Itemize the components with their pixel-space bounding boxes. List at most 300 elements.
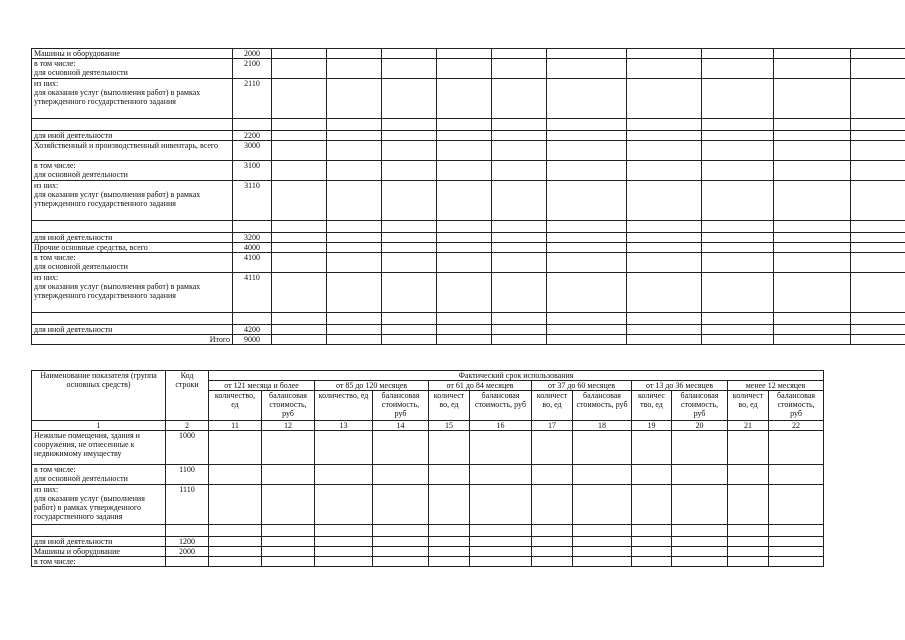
row-code: 2110 [233, 79, 272, 119]
value-cell [262, 525, 315, 537]
value-cell [327, 273, 382, 313]
value-cell [272, 119, 327, 131]
value-cell [373, 537, 429, 547]
value-cell [672, 547, 728, 557]
indicator-label: для иной деятельности [32, 233, 233, 243]
value-cell [492, 253, 547, 273]
value-cell [437, 131, 492, 141]
value-cell [672, 485, 728, 525]
value-cell [547, 335, 627, 345]
table-row [32, 465, 824, 485]
header-period: от 85 до 120 месяцев [315, 381, 429, 391]
indicator-label [32, 525, 166, 537]
value-cell [382, 325, 437, 335]
column-number: 17 [532, 421, 573, 431]
value-cell [262, 465, 315, 485]
value-cell [702, 243, 774, 253]
fixed-assets-usage-table [31, 370, 824, 567]
column-number: 19 [632, 421, 672, 431]
value-cell [209, 431, 262, 465]
value-cell [547, 273, 627, 313]
value-cell [774, 119, 851, 131]
value-cell [492, 313, 547, 325]
value-cell [632, 525, 672, 537]
fixed-assets-table-continued [31, 48, 905, 345]
value-cell [632, 431, 672, 465]
value-cell [437, 79, 492, 119]
table-row [32, 335, 905, 345]
header-subcol: количест во, ед [532, 391, 573, 421]
value-cell [272, 131, 327, 141]
value-cell [382, 161, 437, 181]
value-cell [315, 547, 373, 557]
value-cell [492, 79, 547, 119]
value-cell [272, 335, 327, 345]
value-cell [547, 79, 627, 119]
value-cell [209, 525, 262, 537]
header-subcol: балансовая стоимость, руб [262, 391, 315, 421]
value-cell [437, 253, 492, 273]
value-cell [373, 465, 429, 485]
header-actual-usage-period: Фактический срок использования [209, 371, 824, 381]
value-cell [769, 431, 824, 465]
table-row [32, 161, 905, 181]
table-row [32, 49, 905, 59]
value-cell [728, 431, 769, 465]
row-code: 3000 [233, 141, 272, 161]
value-cell [672, 557, 728, 567]
table-row [32, 557, 824, 567]
value-cell [547, 49, 627, 59]
value-cell [672, 465, 728, 485]
value-cell [547, 325, 627, 335]
column-number: 11 [209, 421, 262, 431]
value-cell [547, 141, 627, 161]
value-cell [373, 431, 429, 465]
header-row-code: Код строки [166, 371, 209, 421]
value-cell [632, 465, 672, 485]
value-cell [851, 335, 905, 345]
value-cell [851, 49, 905, 59]
value-cell [492, 221, 547, 233]
indicator-label: для иной деятельности [32, 537, 166, 547]
value-cell [728, 525, 769, 537]
value-cell [470, 485, 532, 525]
table-row [32, 537, 824, 547]
value-cell [272, 79, 327, 119]
value-cell [437, 59, 492, 79]
value-cell [702, 335, 774, 345]
value-cell [382, 313, 437, 325]
header-subcol: количест во, ед [429, 391, 470, 421]
value-cell [382, 141, 437, 161]
column-number: 20 [672, 421, 728, 431]
value-cell [315, 537, 373, 547]
value-cell [437, 49, 492, 59]
value-cell [209, 557, 262, 567]
value-cell [382, 243, 437, 253]
value-cell [532, 525, 573, 537]
header-subcol: количество, ед [209, 391, 262, 421]
header-subcol: количест во, ед [728, 391, 769, 421]
header-subcol: балансовая стоимость, руб [373, 391, 429, 421]
value-cell [769, 465, 824, 485]
value-cell [774, 131, 851, 141]
row-code: 1200 [166, 537, 209, 547]
value-cell [470, 431, 532, 465]
value-cell [851, 59, 905, 79]
value-cell [547, 313, 627, 325]
header-subcol: балансовая стоимость, руб [573, 391, 632, 421]
value-cell [728, 485, 769, 525]
indicator-label: из них: для оказания услуг (выполнения работ) в рамках утвержденного государственного задания [32, 485, 166, 525]
value-cell [272, 253, 327, 273]
value-cell [532, 557, 573, 567]
table-row [32, 273, 905, 313]
value-cell [272, 141, 327, 161]
value-cell [272, 273, 327, 313]
value-cell [851, 131, 905, 141]
indicator-label [32, 221, 233, 233]
column-number: 1 [32, 421, 166, 431]
value-cell [262, 537, 315, 547]
value-cell [327, 59, 382, 79]
value-cell [627, 253, 702, 273]
value-cell [851, 243, 905, 253]
indicator-label: в том числе: [32, 557, 166, 567]
header-subcol: балансовая стоимость, руб [672, 391, 728, 421]
value-cell [492, 49, 547, 59]
header-subcol: балансовая стоимость, руб [470, 391, 532, 421]
value-cell [437, 335, 492, 345]
value-cell [702, 141, 774, 161]
value-cell [492, 119, 547, 131]
value-cell [851, 273, 905, 313]
value-cell [429, 557, 470, 567]
column-number: 12 [262, 421, 315, 431]
value-cell [327, 131, 382, 141]
header-period: от 121 месяца и более [209, 381, 315, 391]
value-cell [851, 181, 905, 221]
value-cell [702, 79, 774, 119]
value-cell [470, 547, 532, 557]
row-code [233, 313, 272, 325]
value-cell [702, 313, 774, 325]
row-code [233, 119, 272, 131]
value-cell [702, 273, 774, 313]
value-cell [547, 161, 627, 181]
table-row [32, 325, 905, 335]
value-cell [672, 537, 728, 547]
value-cell [573, 537, 632, 547]
indicator-label: Хозяйственный и производственный инвентарь, всего [32, 141, 233, 161]
value-cell [437, 325, 492, 335]
indicator-label: в том числе: для основной деятельности [32, 161, 233, 181]
value-cell [272, 221, 327, 233]
column-number: 18 [573, 421, 632, 431]
table-row [32, 233, 905, 243]
value-cell [209, 485, 262, 525]
value-cell [429, 525, 470, 537]
value-cell [573, 525, 632, 537]
table-row [32, 221, 905, 233]
value-cell [851, 233, 905, 243]
row-code: 3200 [233, 233, 272, 243]
row-code: 2100 [233, 59, 272, 79]
value-cell [774, 79, 851, 119]
value-cell [209, 537, 262, 547]
value-cell [851, 253, 905, 273]
value-cell [632, 537, 672, 547]
indicator-label: из них: для оказания услуг (выполнения работ) в рамках утвержденного государственного задания [32, 79, 233, 119]
table-row [32, 547, 824, 557]
value-cell [373, 557, 429, 567]
row-code: 3100 [233, 161, 272, 181]
indicator-label [32, 119, 233, 131]
row-code: 4000 [233, 243, 272, 253]
value-cell [315, 525, 373, 537]
value-cell [327, 221, 382, 233]
row-code: 9000 [233, 335, 272, 345]
value-cell [327, 49, 382, 59]
value-cell [774, 49, 851, 59]
header-period: от 61 до 84 месяцев [429, 381, 532, 391]
value-cell [547, 253, 627, 273]
table-row [32, 131, 905, 141]
value-cell [492, 141, 547, 161]
table-row [32, 141, 905, 161]
row-code: 3110 [233, 181, 272, 221]
value-cell [470, 525, 532, 537]
value-cell [437, 273, 492, 313]
value-cell [492, 59, 547, 79]
value-cell [492, 131, 547, 141]
value-cell [492, 325, 547, 335]
value-cell [429, 537, 470, 547]
value-cell [702, 221, 774, 233]
value-cell [851, 161, 905, 181]
row-code: 2200 [233, 131, 272, 141]
column-number: 21 [728, 421, 769, 431]
value-cell [373, 525, 429, 537]
column-number: 13 [315, 421, 373, 431]
value-cell [769, 525, 824, 537]
table-row [32, 525, 824, 537]
value-cell [728, 547, 769, 557]
value-cell [627, 49, 702, 59]
value-cell [382, 335, 437, 345]
value-cell [327, 253, 382, 273]
value-cell [627, 119, 702, 131]
value-cell [437, 161, 492, 181]
value-cell [315, 465, 373, 485]
bottom-table-body [32, 371, 824, 567]
value-cell [774, 335, 851, 345]
value-cell [492, 243, 547, 253]
value-cell [774, 313, 851, 325]
value-cell [272, 161, 327, 181]
column-number: 15 [429, 421, 470, 431]
indicator-label: в том числе: для основной деятельности [32, 253, 233, 273]
value-cell [327, 119, 382, 131]
table-row [32, 485, 824, 525]
table-row [32, 431, 824, 465]
value-cell [774, 233, 851, 243]
value-cell [774, 273, 851, 313]
value-cell [702, 59, 774, 79]
value-cell [547, 243, 627, 253]
indicator-label: из них: для оказания услуг (выполнения работ) в рамках утвержденного государственного задания [32, 273, 233, 313]
value-cell [272, 49, 327, 59]
column-number: 22 [769, 421, 824, 431]
value-cell [632, 557, 672, 567]
value-cell [429, 465, 470, 485]
value-cell [627, 313, 702, 325]
value-cell [627, 335, 702, 345]
value-cell [327, 313, 382, 325]
value-cell [470, 537, 532, 547]
value-cell [429, 485, 470, 525]
indicator-label: Итого [32, 335, 233, 345]
value-cell [728, 465, 769, 485]
value-cell [373, 547, 429, 557]
value-cell [627, 79, 702, 119]
value-cell [429, 547, 470, 557]
value-cell [702, 131, 774, 141]
value-cell [382, 253, 437, 273]
value-cell [851, 141, 905, 161]
value-cell [627, 243, 702, 253]
value-cell [851, 79, 905, 119]
indicator-label: в том числе: для основной деятельности [32, 465, 166, 485]
indicator-label [32, 313, 233, 325]
value-cell [532, 537, 573, 547]
value-cell [627, 161, 702, 181]
value-cell [382, 79, 437, 119]
value-cell [774, 59, 851, 79]
value-cell [672, 525, 728, 537]
header-column-numbers [32, 421, 824, 431]
value-cell [272, 313, 327, 325]
value-cell [382, 119, 437, 131]
row-code: 2000 [166, 547, 209, 557]
value-cell [437, 313, 492, 325]
indicator-label: Машины и оборудование [32, 49, 233, 59]
value-cell [851, 221, 905, 233]
value-cell [573, 547, 632, 557]
row-code: 1000 [166, 431, 209, 465]
header-period: менее 12 месяцев [728, 381, 824, 391]
value-cell [532, 465, 573, 485]
value-cell [437, 141, 492, 161]
value-cell [573, 557, 632, 567]
value-cell [382, 59, 437, 79]
value-cell [547, 181, 627, 221]
indicator-label: для иной деятельности [32, 131, 233, 141]
value-cell [627, 131, 702, 141]
row-code: 4110 [233, 273, 272, 313]
value-cell [547, 233, 627, 243]
value-cell [728, 537, 769, 547]
value-cell [774, 243, 851, 253]
value-cell [327, 335, 382, 345]
value-cell [382, 233, 437, 243]
value-cell [209, 547, 262, 557]
value-cell [437, 181, 492, 221]
row-code [166, 557, 209, 567]
value-cell [272, 325, 327, 335]
column-number: 2 [166, 421, 209, 431]
value-cell [702, 181, 774, 221]
value-cell [547, 59, 627, 79]
value-cell [632, 547, 672, 557]
row-code: 2000 [233, 49, 272, 59]
value-cell [728, 557, 769, 567]
value-cell [272, 243, 327, 253]
value-cell [382, 221, 437, 233]
value-cell [470, 557, 532, 567]
value-cell [851, 119, 905, 131]
value-cell [470, 465, 532, 485]
header-period: от 13 до 36 месяцев [632, 381, 728, 391]
value-cell [632, 485, 672, 525]
value-cell [702, 233, 774, 243]
value-cell [769, 547, 824, 557]
value-cell [262, 431, 315, 465]
table-row [32, 181, 905, 221]
column-number: 16 [470, 421, 532, 431]
value-cell [774, 253, 851, 273]
value-cell [272, 59, 327, 79]
value-cell [315, 557, 373, 567]
table-row [32, 59, 905, 79]
value-cell [492, 335, 547, 345]
value-cell [437, 119, 492, 131]
table-row [32, 119, 905, 131]
indicator-label: из них: для оказания услуг (выполнения работ) в рамках утвержденного государственного задания [32, 181, 233, 221]
value-cell [315, 431, 373, 465]
value-cell [573, 431, 632, 465]
value-cell [702, 161, 774, 181]
value-cell [547, 221, 627, 233]
header-row-1 [32, 371, 824, 381]
value-cell [573, 465, 632, 485]
value-cell [547, 119, 627, 131]
value-cell [492, 233, 547, 243]
value-cell [492, 273, 547, 313]
value-cell [774, 141, 851, 161]
value-cell [851, 325, 905, 335]
value-cell [262, 485, 315, 525]
value-cell [492, 161, 547, 181]
value-cell [382, 273, 437, 313]
value-cell [774, 181, 851, 221]
value-cell [672, 431, 728, 465]
value-cell [702, 325, 774, 335]
value-cell [702, 49, 774, 59]
indicator-label: для иной деятельности [32, 325, 233, 335]
value-cell [209, 465, 262, 485]
value-cell [573, 485, 632, 525]
indicator-label: Нежилые помещения, здания и сооружения, не отнесенные к недвижимому имуществу [32, 431, 166, 465]
value-cell [272, 233, 327, 243]
value-cell [532, 431, 573, 465]
value-cell [627, 141, 702, 161]
indicator-label: Прочие основные средства, всего [32, 243, 233, 253]
row-code: 4100 [233, 253, 272, 273]
value-cell [437, 233, 492, 243]
value-cell [429, 431, 470, 465]
